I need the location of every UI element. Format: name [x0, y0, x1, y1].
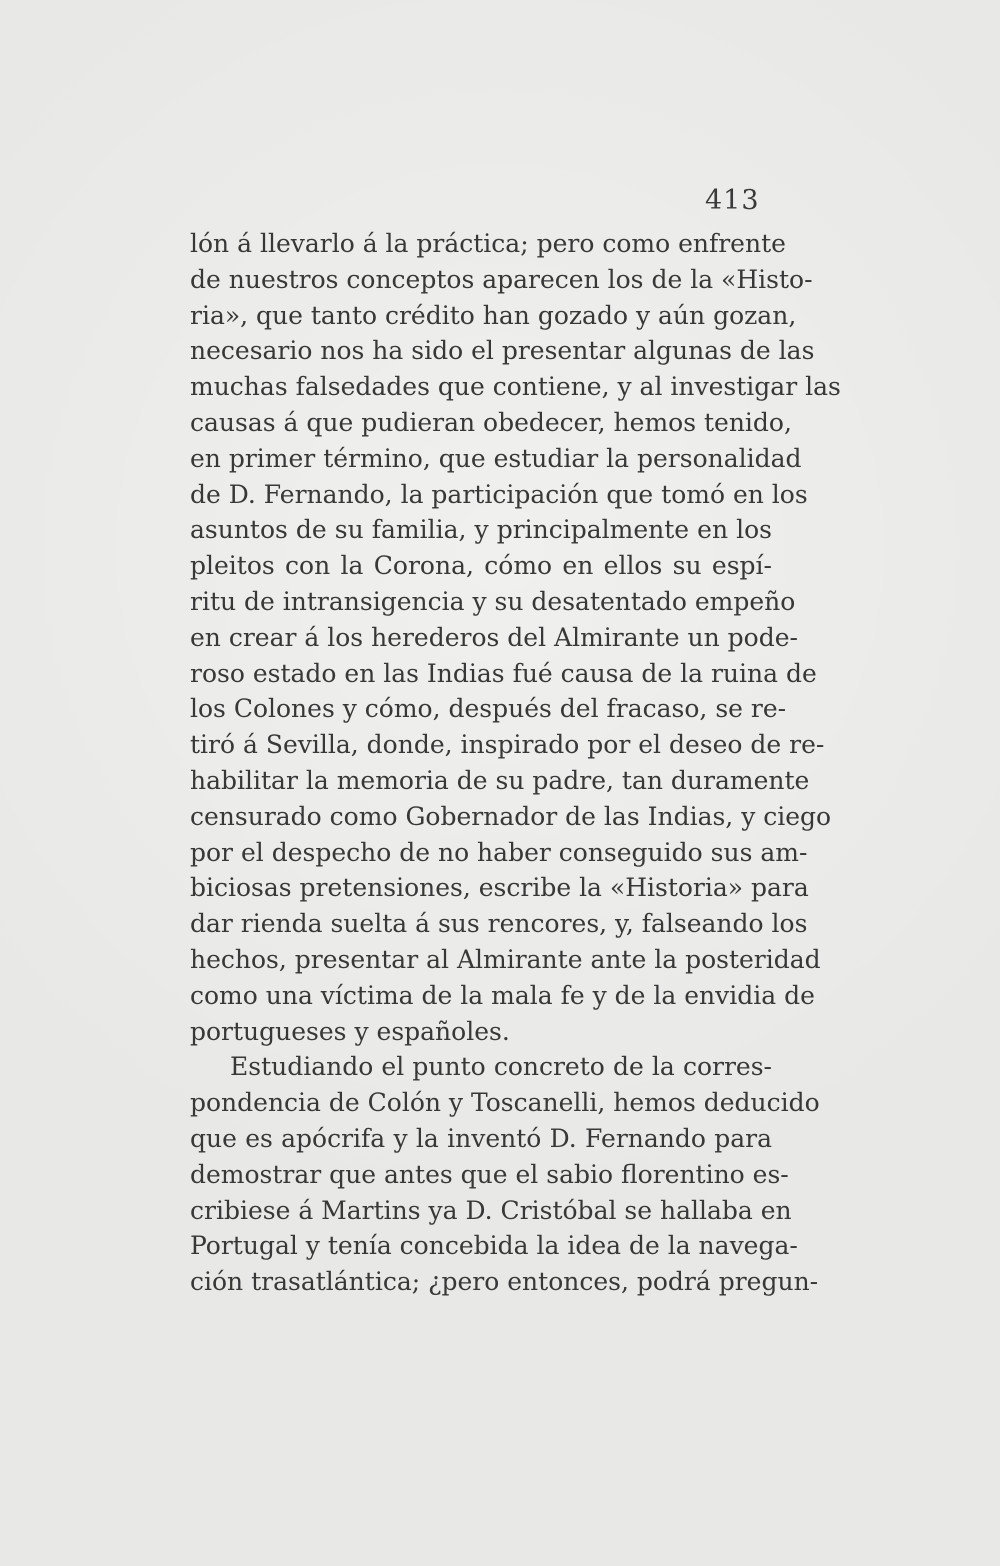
text-line: muchas falsedades que contiene, y al investigar las	[190, 372, 841, 402]
text-line: tiró á Sevilla, donde, inspirado por el deseo de re-	[190, 730, 825, 760]
text-line: los Colones y cómo, después del fracaso, se re-	[190, 694, 787, 724]
text-line: en primer término, que estudiar la personalidad	[190, 443, 802, 473]
text-line: lón á llevarlo á la práctica; pero como enfrente	[190, 229, 786, 258]
text-line: por el despecho de no haber conseguido sus am-	[190, 837, 808, 867]
text-line: Estudiando el punto concreto de la corres-	[230, 1052, 772, 1082]
text-line: demostrar que antes que el sabio florentino es-	[190, 1159, 789, 1189]
text-line: portugueses y españoles.	[190, 1016, 510, 1046]
body-text	[190, 226, 841, 1300]
text-line: de D. Fernando, la participación que tomó en los	[190, 479, 808, 509]
text-line: necesario nos ha sido el presentar algunas de las	[190, 336, 815, 366]
text-line: ción trasatlántica; ¿pero entonces, podrá pregun-	[190, 1267, 819, 1297]
text-line: roso estado en las Indias fué causa de la ruina de	[190, 658, 817, 688]
text-line: ria», que tanto crédito han gozado y aún gozan,	[190, 300, 797, 330]
text-line: cribiese á Martins ya D. Cristóbal se hallaba en	[190, 1195, 792, 1225]
text-line: que es apócrifa y la inventó D. Fernando para	[190, 1123, 772, 1153]
text-line: Portugal y tenía concebida la idea de la navega-	[190, 1231, 798, 1261]
text-line: biciosas pretensiones, escribe la «Historia» para	[190, 873, 809, 903]
text-line: en crear á los herederos del Almirante un pode-	[190, 622, 798, 652]
page-number: 413	[705, 185, 760, 216]
paragraph	[190, 1049, 820, 1300]
text-line: como una víctima de la mala fe y de la envidia de	[190, 980, 815, 1010]
text-line: habilitar la memoria de su padre, tan duramente	[190, 765, 810, 795]
text-line: asuntos de su familia, y principalmente en los	[190, 515, 772, 545]
text-line: pleitos con la Corona, cómo en ellos su espí-	[190, 551, 772, 581]
text-line: censurado como Gobernador de las Indias, y ciego	[190, 801, 832, 831]
text-line: de nuestros conceptos aparecen los de la «Histo-	[190, 264, 813, 294]
text-line: dar rienda suelta á sus rencores, y, falseando los	[190, 909, 808, 939]
text-line: pondencia de Colón y Toscanelli, hemos deducido	[190, 1088, 820, 1118]
text-line: ritu de intransigencia y su desatentado empeño	[190, 586, 796, 616]
paragraph	[190, 226, 841, 1049]
text-line: hechos, presentar al Almirante ante la posteridad	[190, 944, 821, 974]
text-line: causas á que pudieran obedecer, hemos tenido,	[190, 407, 792, 437]
